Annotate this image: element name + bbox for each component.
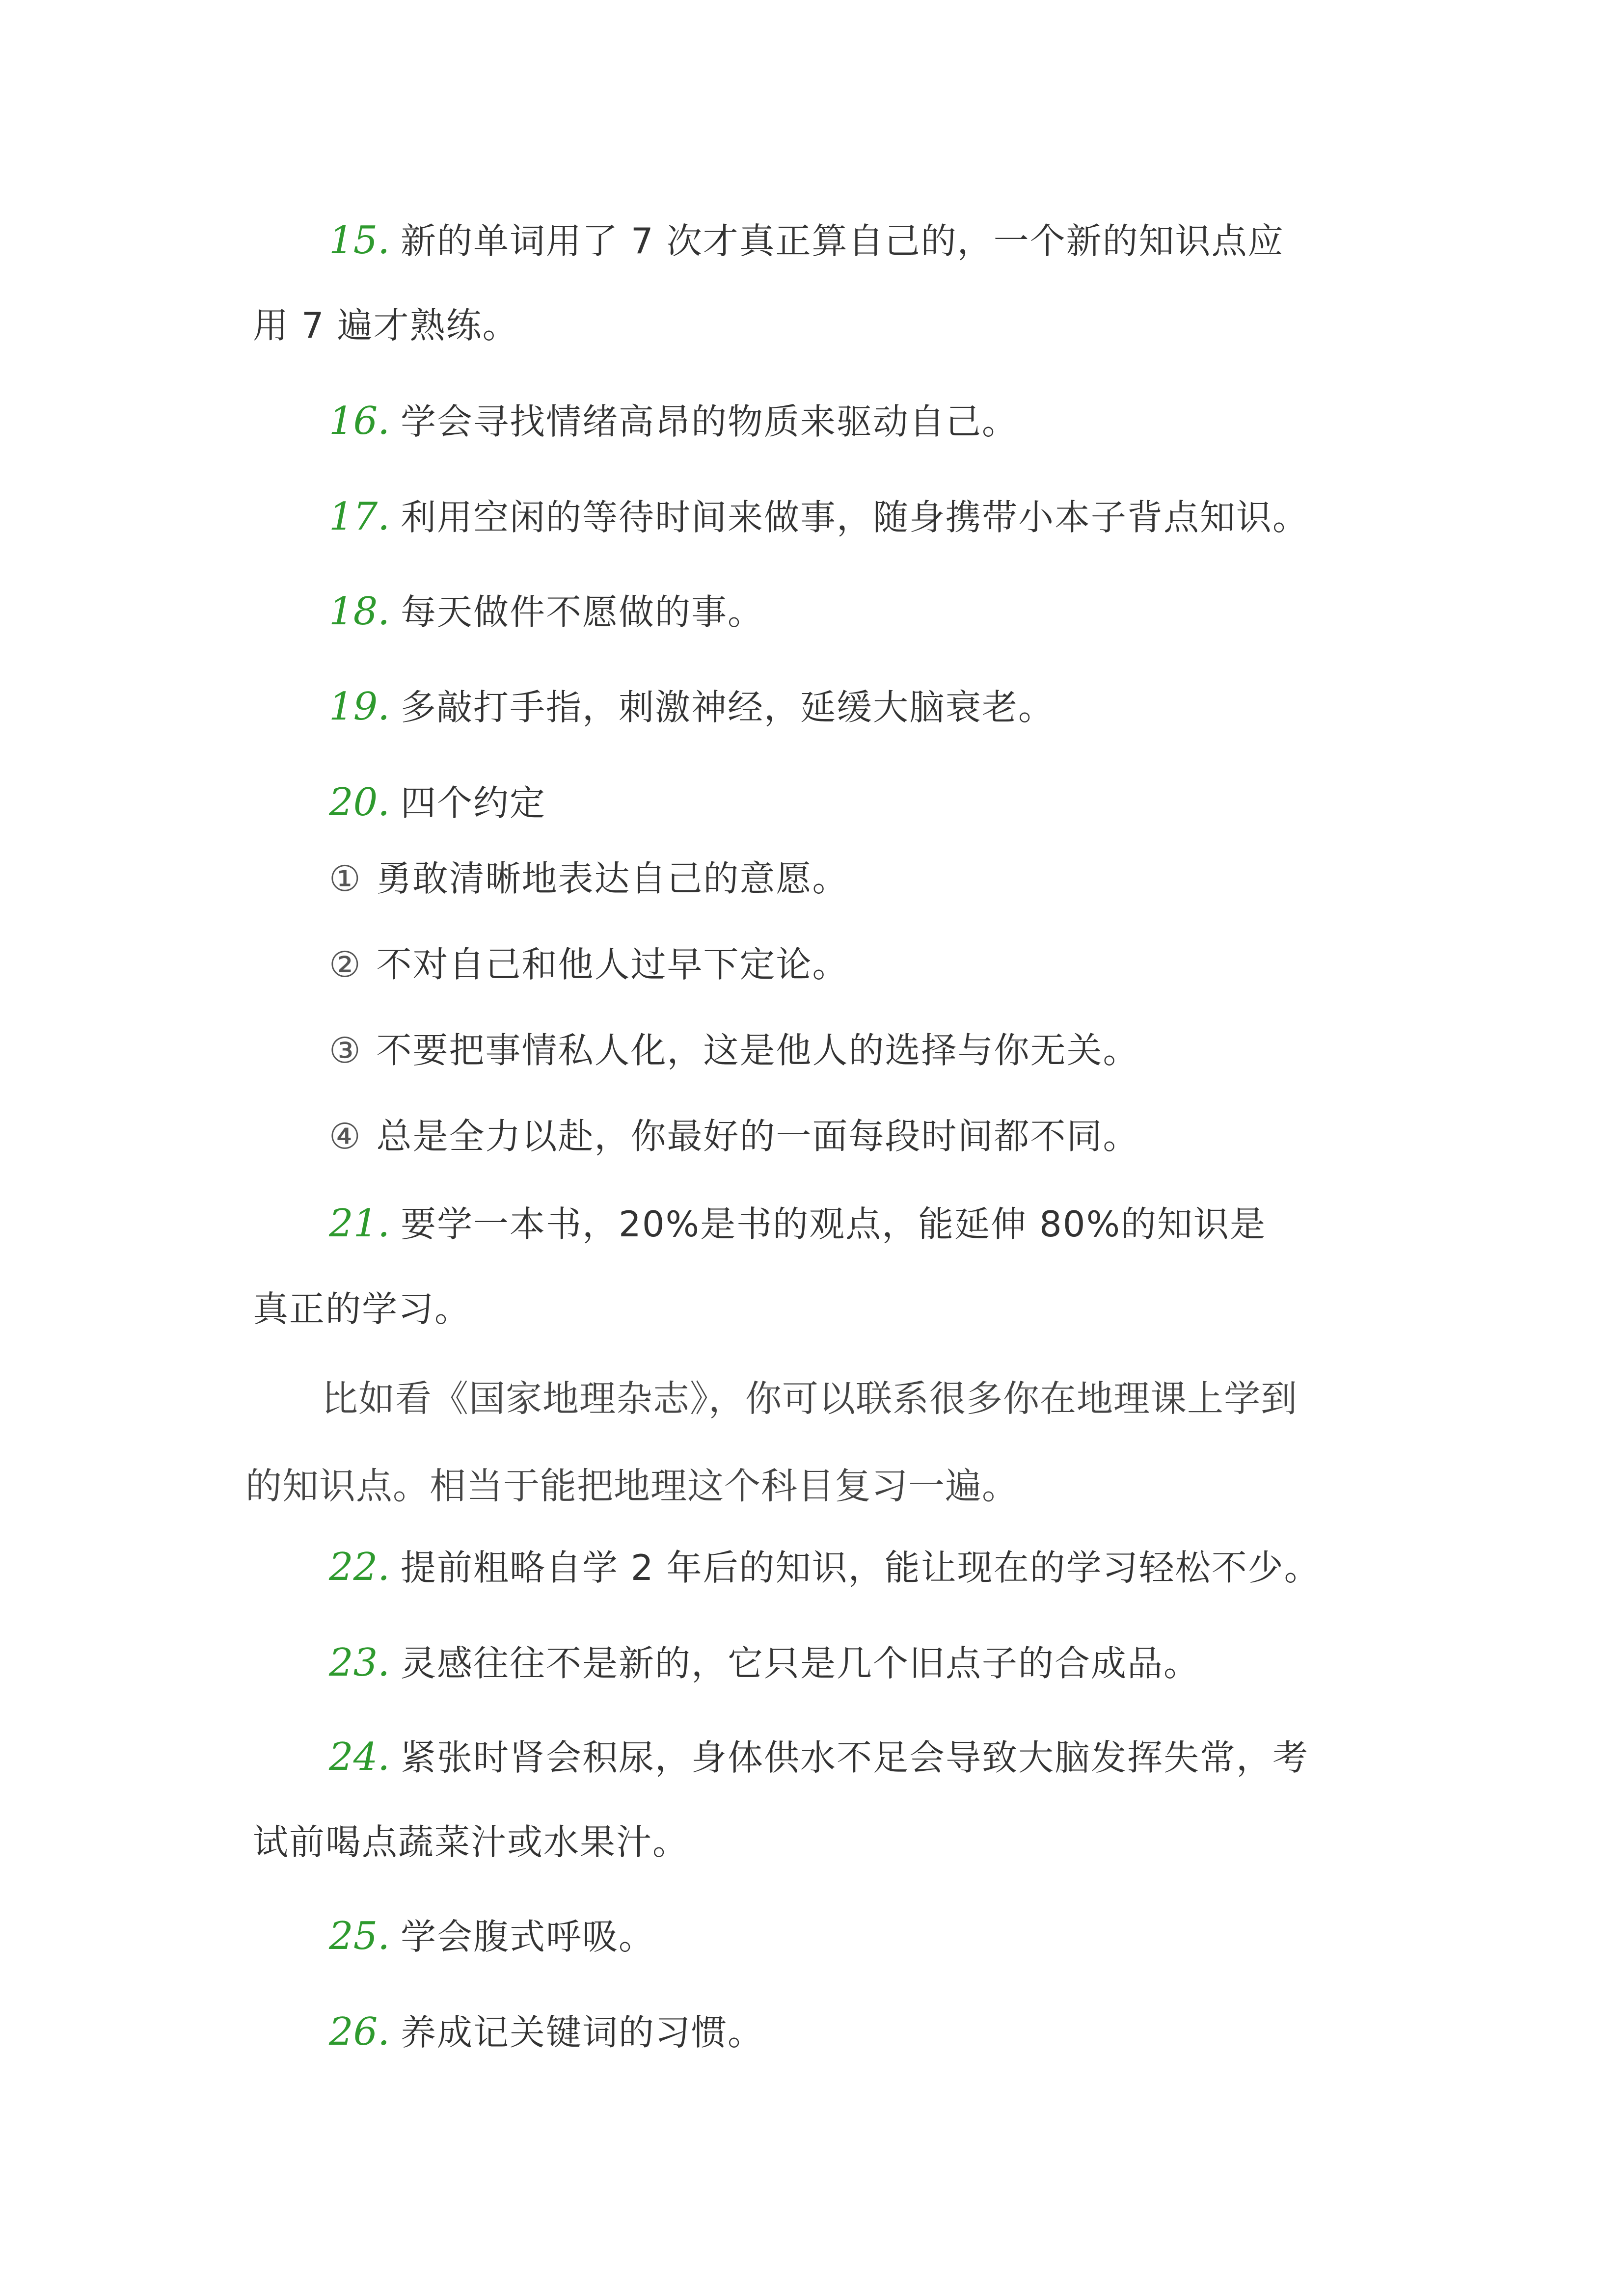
example-paragraph-line-2: [245, 1462, 1019, 1511]
item-number: 19.: [329, 685, 390, 729]
item-number: 17.: [329, 495, 390, 539]
item-25: [329, 1912, 655, 1961]
item-26: [329, 2007, 764, 2057]
sub-item-1: [329, 854, 849, 903]
example-text: 的知识点。相当于能把地理这个科目复习一遍。: [245, 1465, 1019, 1507]
item-text: 多敲打手指，刺激神经，延缓大脑衰老。: [401, 687, 1055, 728]
sub-item-3: [329, 1026, 1139, 1075]
item-23: [329, 1638, 1200, 1688]
item-text: 提前粗略自学 2 年后的知识，能让现在的学习轻松不少。: [401, 1547, 1321, 1588]
item-17: [329, 492, 1309, 542]
circled-number: ①: [329, 858, 362, 899]
item-text: 新的单词用了 7 次才真正算自己的，一个新的知识点应: [401, 220, 1284, 262]
item-number: 26.: [329, 2010, 390, 2054]
sub-item-text: 总是全力以赴，你最好的一面每段时间都不同。: [376, 1116, 1139, 1157]
item-text: 四个约定: [401, 782, 546, 824]
item-16: [329, 397, 1018, 446]
sub-item-text: 不对自己和他人过早下定论。: [376, 944, 849, 985]
item-15-line-1: [329, 216, 1284, 266]
item-text: 学会寻找情绪高昂的物质来驱动自己。: [401, 401, 1019, 442]
item-20: [329, 778, 546, 828]
item-21-line-1: [329, 1199, 1266, 1249]
circled-number: ③: [329, 1030, 362, 1071]
sub-item-text: 勇敢清晰地表达自己的意愿。: [376, 858, 849, 899]
sub-item-2: [329, 940, 849, 989]
circled-number: ②: [329, 944, 362, 985]
item-21-line-2: [253, 1284, 471, 1334]
item-number: 25.: [329, 1914, 390, 1958]
item-text: 每天做件不愿做的事。: [401, 591, 764, 633]
item-text: 利用空闲的等待时间来做事，随身携带小本子背点知识。: [401, 497, 1309, 538]
item-24-line-2: [253, 1817, 689, 1867]
item-number: 18.: [329, 589, 390, 634]
item-text: 养成记关键词的习惯。: [401, 2012, 764, 2053]
example-text: 比如看《国家地理杂志》，你可以联系很多你在地理课上学到: [322, 1378, 1298, 1420]
item-text: 真正的学习。: [253, 1288, 471, 1330]
item-19: [329, 682, 1055, 732]
item-text: 学会腹式呼吸。: [401, 1916, 655, 1957]
item-18: [329, 587, 764, 637]
item-number: 21.: [329, 1201, 390, 1246]
item-text: 灵感往往不是新的，它只是几个旧点子的合成品。: [401, 1643, 1200, 1684]
example-paragraph-line-1: [322, 1374, 1298, 1423]
item-number: 15.: [329, 218, 390, 263]
item-text: 紧张时肾会积尿，身体供水不足会导致大脑发挥失常，考: [401, 1737, 1309, 1778]
sub-item-4: [329, 1112, 1139, 1161]
item-24-line-1: [329, 1733, 1309, 1782]
circled-number: ④: [329, 1116, 362, 1157]
item-number: 16.: [329, 399, 390, 443]
item-number: 22.: [329, 1545, 390, 1589]
item-number: 24.: [329, 1735, 390, 1779]
item-number: 23.: [329, 1641, 390, 1685]
item-text: 用 7 遍才熟练。: [253, 305, 519, 346]
item-number: 20.: [329, 780, 390, 825]
item-text: 试前喝点蔬菜汁或水果汁。: [253, 1821, 689, 1863]
sub-item-text: 不要把事情私人化，这是他人的选择与你无关。: [376, 1030, 1139, 1071]
item-22: [329, 1543, 1321, 1592]
item-15-line-2: [253, 301, 519, 350]
item-text: 要学一本书，20%是书的观点，能延伸 80%的知识是: [401, 1203, 1266, 1245]
